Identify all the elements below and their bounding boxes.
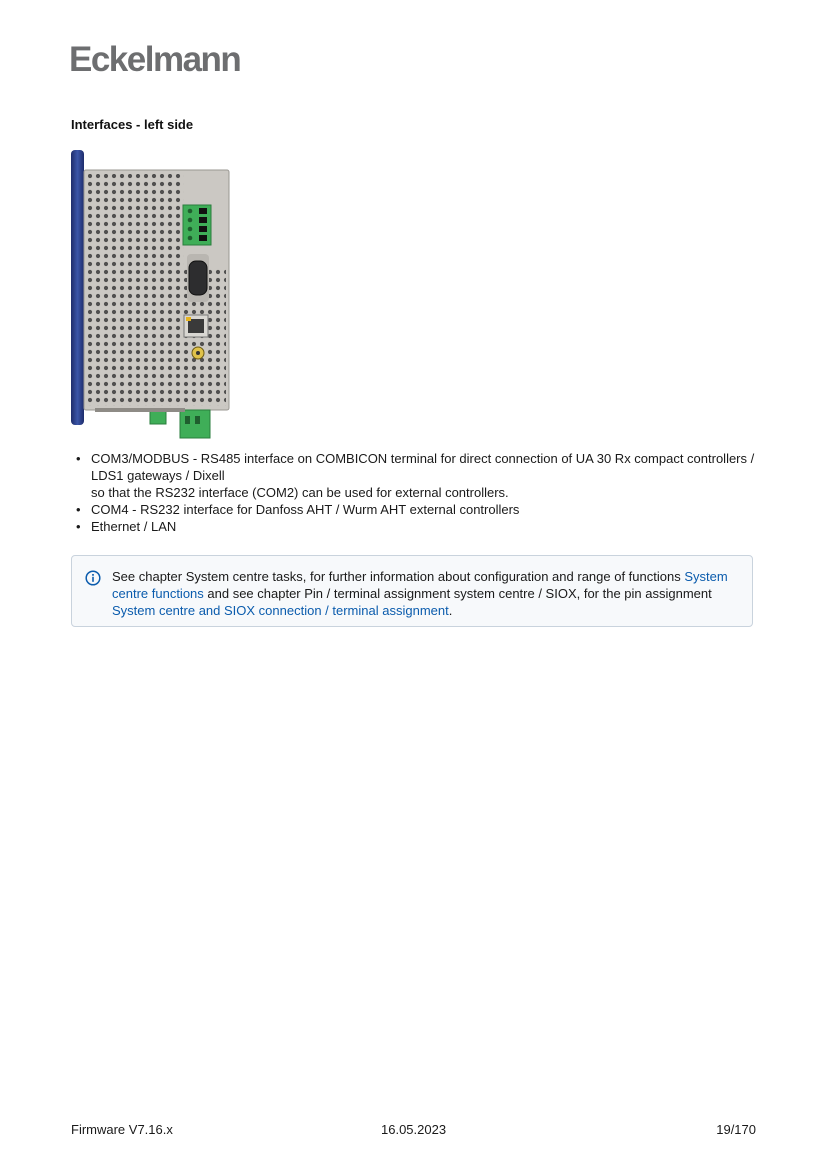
bottom-terminal-1 [150, 410, 166, 424]
interface-list [71, 450, 761, 535]
bullet-marker: • [76, 451, 81, 466]
section-heading: Interfaces - left side [71, 117, 194, 132]
bullet-marker: • [76, 502, 81, 517]
info-text-part: and see chapter Pin / terminal assignment system centre / SIOX, for the pin assignment [203, 586, 712, 601]
list-item-text: Ethernet / LAN [91, 519, 177, 534]
bullet-marker: • [76, 519, 81, 534]
terminal-assignment-link[interactable]: System centre and SIOX connection / terminal assignment [112, 603, 449, 618]
footer-firmware: Firmware V7.16.x [71, 1122, 173, 1137]
info-text [112, 568, 742, 619]
list-item-text-continued: so that the RS232 interface (COM2) can be used for external controllers. [91, 485, 509, 500]
list-item-text: COM3/MODBUS - RS485 interface on COMBICON terminal for direct connection of UA 30 Rx compact controllers / LDS1 gateways / Dixell [91, 451, 755, 483]
list-item [71, 501, 761, 518]
system-centre-functions-link[interactable]: System centre functions [112, 569, 728, 601]
front-panel-edge [71, 150, 84, 425]
eckelmann-logo: Eckelmann [69, 40, 241, 79]
info-note [71, 555, 753, 627]
list-item [71, 518, 761, 535]
list-item [71, 450, 761, 501]
footer-date: 16.05.2023 [381, 1122, 447, 1137]
rs232-connector [189, 261, 207, 295]
device-interfaces-image [70, 148, 232, 440]
info-text-part: . [448, 603, 453, 618]
footer-page-number: 19/170 [716, 1122, 756, 1137]
info-icon [85, 570, 101, 586]
ventilation-holes [88, 174, 184, 406]
list-item-text: COM4 - RS232 interface for Danfoss AHT / Wurm AHT external controllers [91, 502, 520, 517]
info-text-part: See chapter System centre tasks, for further information about configuration and range of functions [112, 569, 685, 584]
bottom-rail [95, 408, 185, 412]
